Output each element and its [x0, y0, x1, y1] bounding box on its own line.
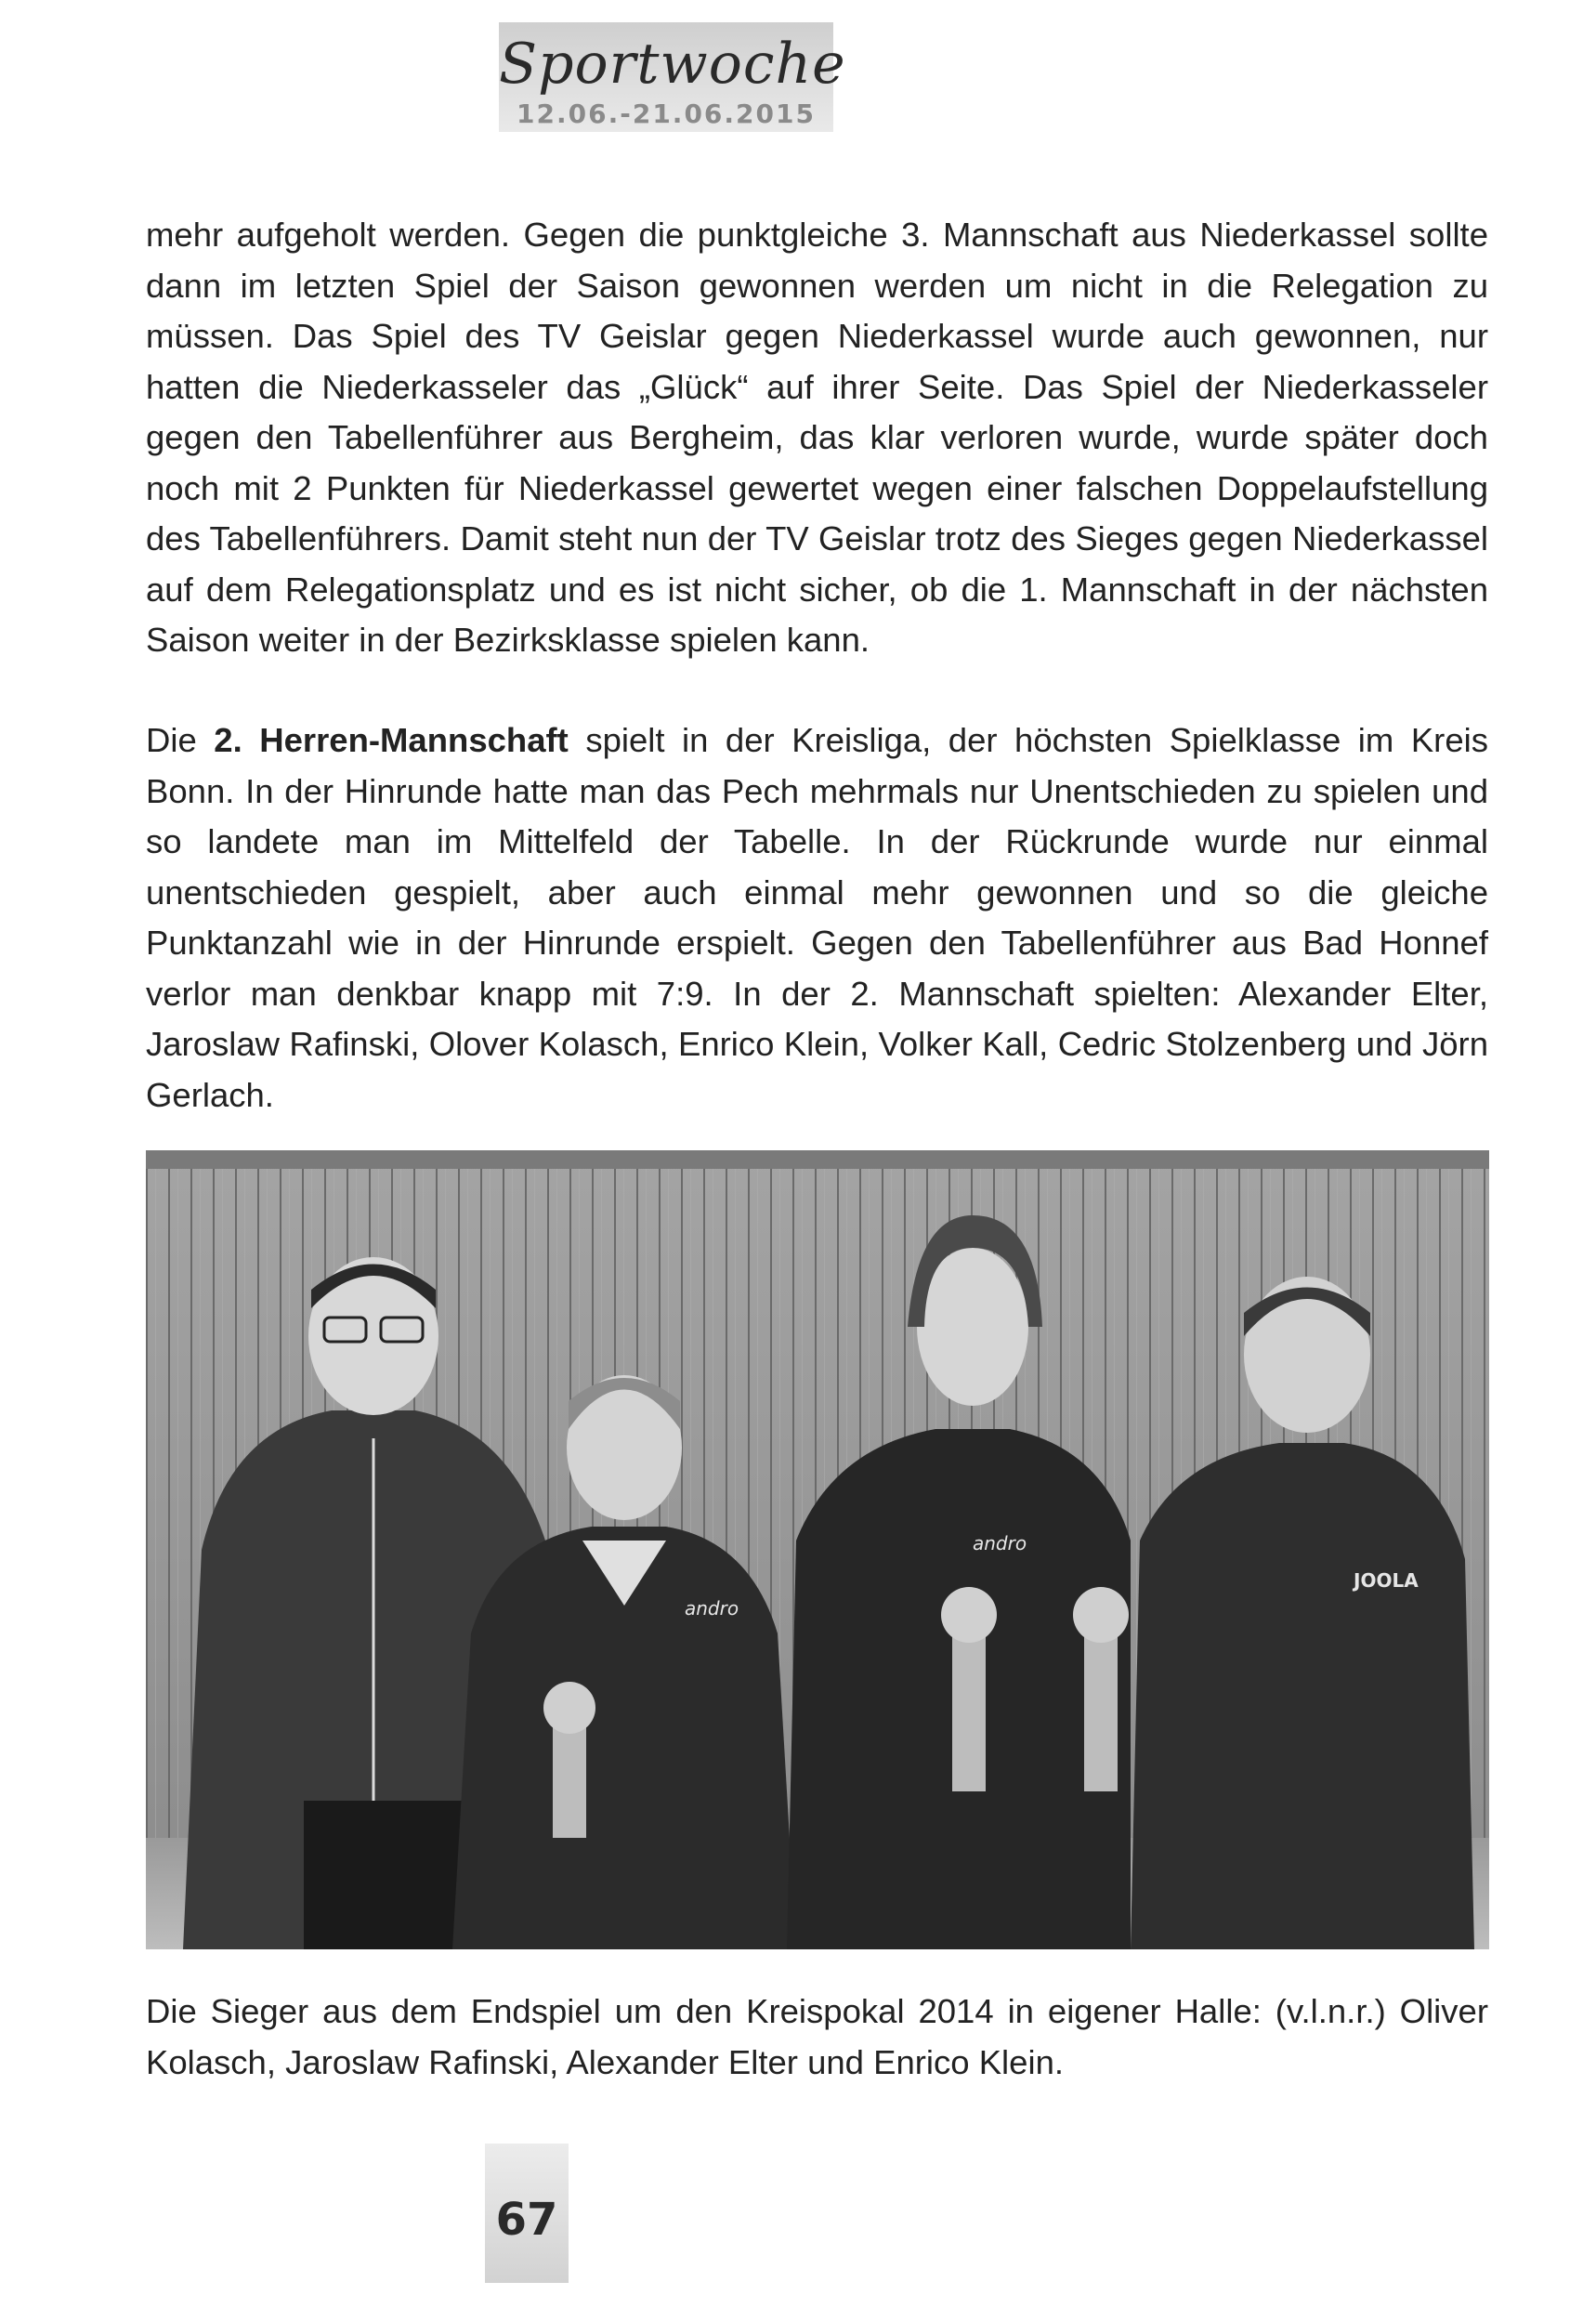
- paragraph-2-prefix: Die: [146, 721, 215, 759]
- team-name-bold: 2. Herren-Mannschaft: [214, 721, 569, 759]
- header-banner: [499, 22, 846, 132]
- photo-caption: Die Sieger aus dem Endspiel um den Kreispokal 2014 in eigener Halle: (v.l.n.r.) Oliver Kolasch, Jaroslaw Rafinski, Alexander Elter und Enrico Klein.: [146, 1992, 1488, 2081]
- shirt-brand-andro-1: andro: [685, 1597, 739, 1620]
- article-paragraph-2: [146, 715, 1488, 1121]
- trophy-3-stem: [1084, 1633, 1118, 1791]
- trophy-2-cup: [941, 1587, 997, 1643]
- shirt-brand-joola: JOOLA: [1354, 1569, 1419, 1592]
- page-number-box: [485, 2144, 569, 2283]
- trophy-1-cup: [543, 1682, 595, 1734]
- trophy-2-stem: [952, 1633, 986, 1791]
- paragraph-2-text: [146, 715, 1488, 1121]
- shirt-brand-andro-2: andro: [973, 1532, 1027, 1554]
- paragraph-1-text: mehr aufgeholt werden. Gegen die punktgleiche 3. Mannschaft aus Niederkassel sollte dann im letzten Spiel der Saison gewonnen werden um nicht in die Relegation zu müssen. Das Spiel des TV Geislar gegen Niederkassel wurde auch gewonnen, nur hatten die Niederkasseler das „Glück“ auf ihrer Seite. Das Spiel der Niederkasseler gegen den Tabellenführer aus Bergheim, das klar verloren wurde, wurde später doch noch mit 2 Punkten für Niederkassel gewertet wegen einer falschen Doppelaufstellung des Tabellenführers. Damit steht nun der TV Geislar trotz des Sieges gegen Niederkassel auf dem Relegationsplatz und es ist nicht sicher, ob die 1. Mannschaft in der nächsten Saison weiter in der Bezirksklasse spielen kann.: [146, 216, 1488, 659]
- wall-top-edge: [146, 1150, 1489, 1169]
- team-photo: [146, 1150, 1489, 1949]
- trophy-3-cup: [1073, 1587, 1129, 1643]
- article-paragraph-1: [146, 210, 1488, 666]
- trophy-1-stem: [553, 1726, 586, 1838]
- sportwoche-logo: Sportwoche: [499, 32, 846, 97]
- team-photo-illustration: [146, 1150, 1489, 1949]
- header-date: 12.06.-21.06.2015: [517, 98, 816, 129]
- page-number: 67: [495, 2194, 558, 2246]
- paragraph-2-rest: spielt in der Kreisliga, der höchsten Spielklasse im Kreis Bonn. In der Hinrunde hatte man das Pech mehrmals nur Unentschieden zu spielen und so landete man im Mittelfeld der Tabelle. In der Rückrunde wurde nur einmal unentschieden gespielt, aber auch einmal mehr gewonnen und so die gleiche Punktanzahl wie in der Hinrunde erspielt. Gegen den Tabellenführer aus Bad Honnef verlor man denkbar knapp mit 7:9. In der 2. Mannschaft spielten: Alexander Elter, Jaroslaw Rafinski, Olover Kolasch, Enrico Klein, Volker Kall, Cedric Stolzenberg und Jörn Gerlach.: [146, 721, 1488, 1114]
